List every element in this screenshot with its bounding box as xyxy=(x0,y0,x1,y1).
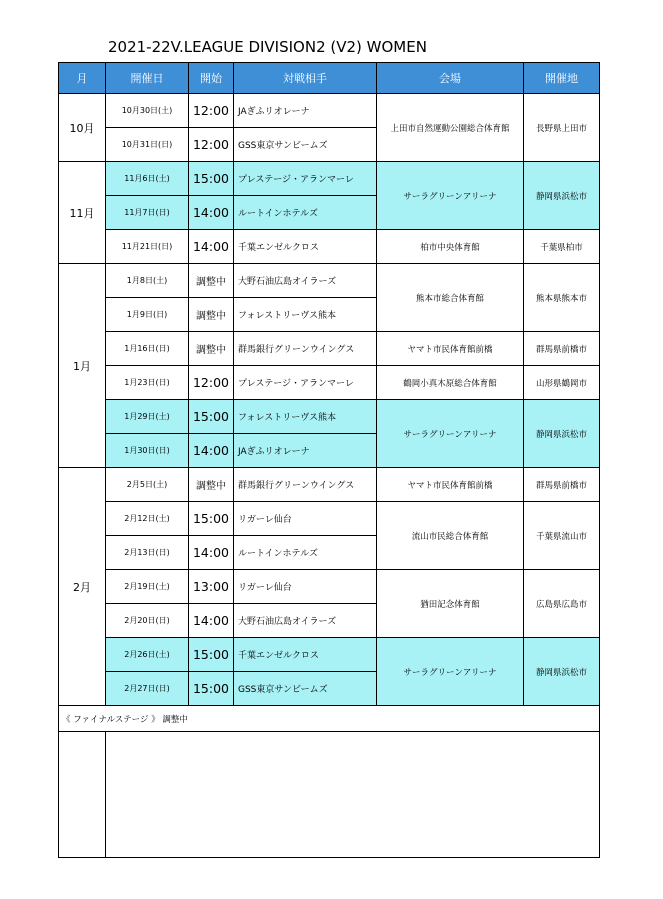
start-cell: 15:00 xyxy=(189,672,234,706)
date-cell: 11月6日(土) xyxy=(106,162,189,196)
location-cell: 千葉県柏市 xyxy=(524,230,600,264)
table-row xyxy=(59,94,600,128)
opponent-cell: ルートインホテルズ xyxy=(234,196,377,230)
header-start: 開始 xyxy=(189,63,234,94)
location-cell: 熊本県熊本市 xyxy=(524,264,600,332)
date-cell: 2月13日(日) xyxy=(106,536,189,570)
start-cell: 調整中 xyxy=(189,298,234,332)
opponent-cell: フォレストリーヴス熊本 xyxy=(234,298,377,332)
table-row xyxy=(59,264,600,298)
date-cell: 10月30日(土) xyxy=(106,94,189,128)
month-cell: 10月 xyxy=(59,94,106,162)
start-cell: 14:00 xyxy=(189,604,234,638)
date-cell: 1月29日(土) xyxy=(106,400,189,434)
start-cell: 調整中 xyxy=(189,264,234,298)
header-row xyxy=(59,63,600,94)
opponent-cell: ルートインホテルズ xyxy=(234,536,377,570)
month-cell: 11月 xyxy=(59,162,106,264)
header-opponent: 対戦相手 xyxy=(234,63,377,94)
start-cell: 15:00 xyxy=(189,400,234,434)
date-cell: 1月23日(日) xyxy=(106,366,189,400)
month-cell: 1月 xyxy=(59,264,106,468)
start-cell: 14:00 xyxy=(189,196,234,230)
date-cell: 2月12日(土) xyxy=(106,502,189,536)
date-cell: 1月16日(日) xyxy=(106,332,189,366)
header-month: 月 xyxy=(59,63,106,94)
date-cell: 1月30日(日) xyxy=(106,434,189,468)
venue-cell: ヤマト市民体育館前橋 xyxy=(377,468,524,502)
opponent-cell: JAぎふリオレーナ xyxy=(234,94,377,128)
start-cell: 15:00 xyxy=(189,162,234,196)
start-cell: 調整中 xyxy=(189,468,234,502)
venue-cell: 上田市自然運動公園総合体育館 xyxy=(377,94,524,162)
location-cell: 群馬県前橋市 xyxy=(524,468,600,502)
table-row xyxy=(59,638,600,672)
header-date: 開催日 xyxy=(106,63,189,94)
opponent-cell: リガーレ仙台 xyxy=(234,570,377,604)
location-cell: 静岡県浜松市 xyxy=(524,162,600,230)
venue-cell: ヤマト市民体育館前橋 xyxy=(377,332,524,366)
date-cell: 1月9日(日) xyxy=(106,298,189,332)
start-cell: 13:00 xyxy=(189,570,234,604)
venue-cell: 熊本市総合体育館 xyxy=(377,264,524,332)
blank-cell xyxy=(59,732,106,858)
opponent-cell: GSS東京サンビームズ xyxy=(234,672,377,706)
date-cell: 1月8日(土) xyxy=(106,264,189,298)
opponent-cell: プレステージ・アランマーレ xyxy=(234,366,377,400)
opponent-cell: GSS東京サンビームズ xyxy=(234,128,377,162)
start-cell: 15:00 xyxy=(189,638,234,672)
date-cell: 11月21日(日) xyxy=(106,230,189,264)
opponent-cell: 大野石油広島オイラーズ xyxy=(234,264,377,298)
schedule-table xyxy=(58,62,600,858)
venue-cell: サーラグリーンアリーナ xyxy=(377,638,524,706)
date-cell: 11月7日(日) xyxy=(106,196,189,230)
month-cell: 2月 xyxy=(59,468,106,706)
date-cell: 2月20日(日) xyxy=(106,604,189,638)
location-cell: 広島県広島市 xyxy=(524,570,600,638)
start-cell: 14:00 xyxy=(189,536,234,570)
opponent-cell: プレステージ・アランマーレ xyxy=(234,162,377,196)
table-row xyxy=(59,502,600,536)
page-title: 2021-22V.LEAGUE DIVISION2 (V2) WOMEN xyxy=(108,38,427,56)
table-row xyxy=(59,468,600,502)
header-venue: 会場 xyxy=(377,63,524,94)
header-location: 開催地 xyxy=(524,63,600,94)
table-row xyxy=(59,400,600,434)
date-cell: 2月27日(日) xyxy=(106,672,189,706)
venue-cell: サーラグリーンアリーナ xyxy=(377,162,524,230)
final-stage-row xyxy=(59,706,600,732)
venue-cell: 流山市民総合体育館 xyxy=(377,502,524,570)
venue-cell: サーラグリーンアリーナ xyxy=(377,400,524,468)
opponent-cell: 群馬銀行グリーンウイングス xyxy=(234,332,377,366)
blank-cell xyxy=(106,732,600,858)
opponent-cell: 大野石油広島オイラーズ xyxy=(234,604,377,638)
date-cell: 10月31日(日) xyxy=(106,128,189,162)
table-row xyxy=(59,366,600,400)
location-cell: 山形県鶴岡市 xyxy=(524,366,600,400)
start-cell: 12:00 xyxy=(189,366,234,400)
venue-cell: 柏市中央体育館 xyxy=(377,230,524,264)
start-cell: 14:00 xyxy=(189,230,234,264)
date-cell: 2月26日(土) xyxy=(106,638,189,672)
location-cell: 長野県上田市 xyxy=(524,94,600,162)
table-row xyxy=(59,162,600,196)
final-stage-note: 《 ファイナルステージ 》 調整中 xyxy=(59,706,600,732)
start-cell: 14:00 xyxy=(189,434,234,468)
opponent-cell: JAぎふリオレーナ xyxy=(234,434,377,468)
venue-cell: 鶴岡小真木原総合体育館 xyxy=(377,366,524,400)
location-cell: 静岡県浜松市 xyxy=(524,638,600,706)
opponent-cell: 群馬銀行グリーンウイングス xyxy=(234,468,377,502)
location-cell: 静岡県浜松市 xyxy=(524,400,600,468)
table-row xyxy=(59,230,600,264)
start-cell: 15:00 xyxy=(189,502,234,536)
venue-cell: 猶田記念体育館 xyxy=(377,570,524,638)
opponent-cell: フォレストリーヴス熊本 xyxy=(234,400,377,434)
table-row xyxy=(59,570,600,604)
opponent-cell: 千葉エンゼルクロス xyxy=(234,230,377,264)
opponent-cell: 千葉エンゼルクロス xyxy=(234,638,377,672)
date-cell: 2月19日(土) xyxy=(106,570,189,604)
start-cell: 12:00 xyxy=(189,128,234,162)
blank-row xyxy=(59,732,600,858)
opponent-cell: リガーレ仙台 xyxy=(234,502,377,536)
location-cell: 群馬県前橋市 xyxy=(524,332,600,366)
location-cell: 千葉県流山市 xyxy=(524,502,600,570)
start-cell: 調整中 xyxy=(189,332,234,366)
table-row xyxy=(59,332,600,366)
date-cell: 2月5日(土) xyxy=(106,468,189,502)
start-cell: 12:00 xyxy=(189,94,234,128)
